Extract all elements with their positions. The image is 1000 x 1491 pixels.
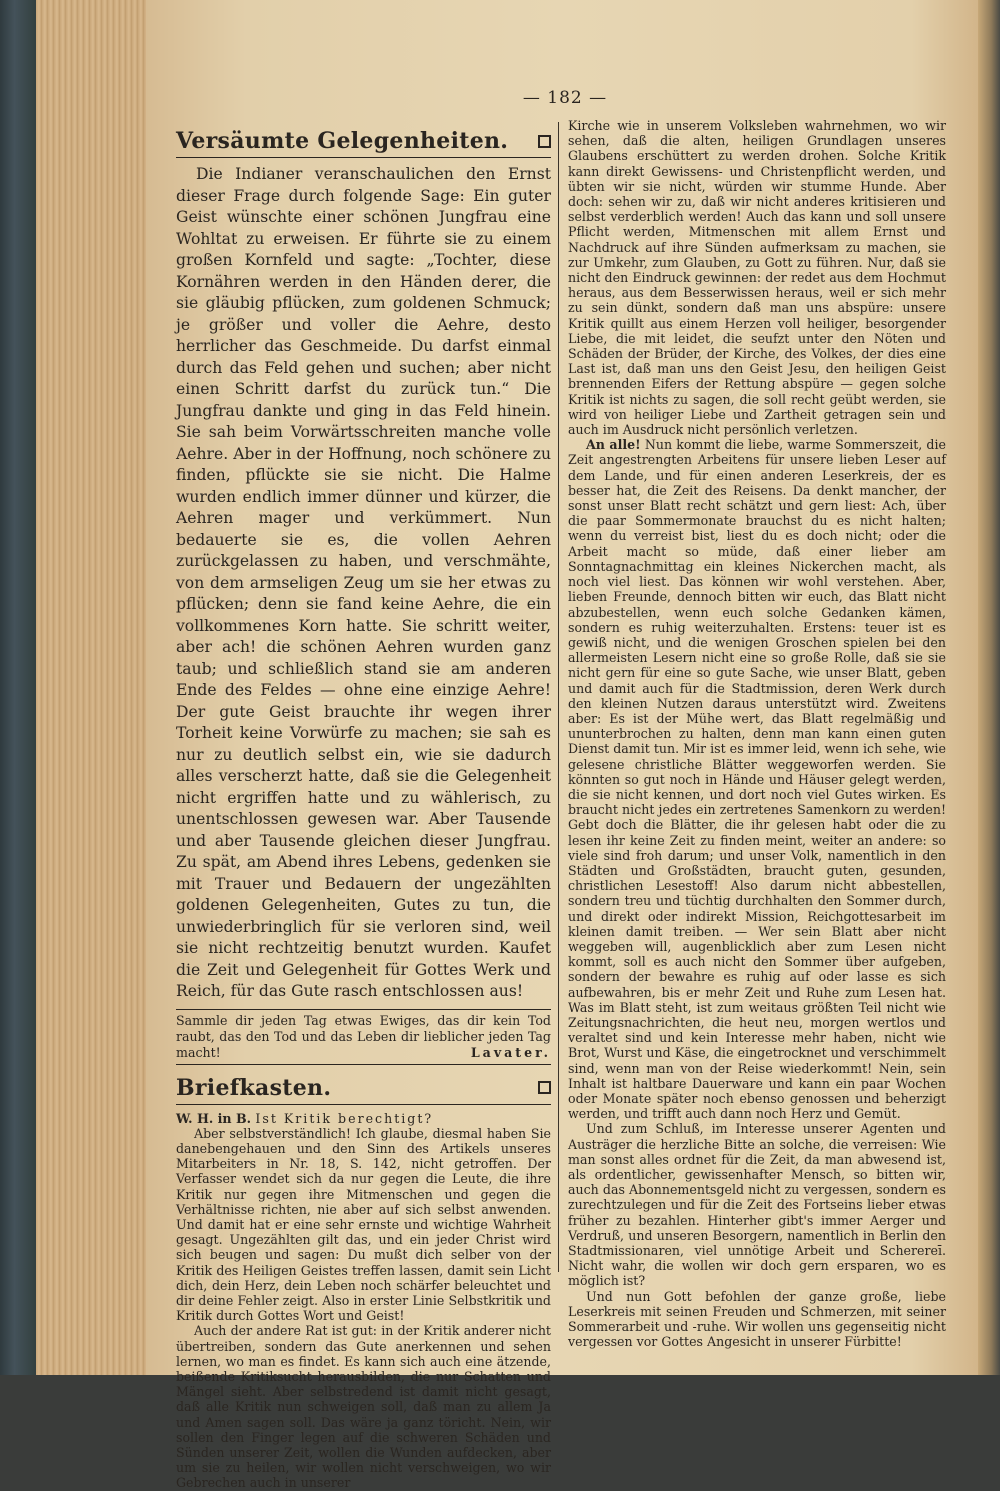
quote-text: Sammle dir jeden Tag etwas Ewiges, das dir kein Tod raubt, das den Tod und das Leben dir lieblicher jeden Tag macht! <box>176 1012 551 1060</box>
right-page-edge <box>978 0 1000 1375</box>
quote-box <box>176 1009 551 1065</box>
section-title: Briefkasten. <box>176 1074 332 1101</box>
page-number: — 182 — <box>522 88 608 108</box>
letter-heading <box>176 1111 551 1126</box>
section-header <box>176 128 551 158</box>
paragraph-text: Nun kommt die liebe, warme Sommerszeit, die Zeit angestrengten Arbeitens für unsere lieben Leser auf dem Lande, und für einen anderen Leserkreis, der es besser hat, die Zeit des Reisens. Da denkt mancher, der sonst unser Blatt recht schätzt und gern liest: Ach, über die paar Sommermonate brauchst du es nicht halten; wenn du verreist bist, liest du es doch nicht; oder die Arbeit macht so müde, daß einer lieber am Sonntagnachmittag ein kleines Nickerchen macht, als noch viel liest. Das können wir wohl verstehen. Aber, lieben Freunde, dennoch bitten wir euch, das Blatt nicht abzubestellen, wenn euch solche Gedanken kämen, sondern es ruhig weiterzuhalten. Erstens: teuer ist es gewiß nicht, und die wenigen Groschen spielen bei den allermeisten Lesern nicht eine so große Rolle, daß sie sie nicht gern für eine so gute Sache, wie unser Blatt, geben und damit auch für die Stadtmission, deren Werk durch den kleinen Nutzen daraus unterstützt wird. Zweitens aber: Es ist der Mühe wert, das Blatt regelmäßig und ununterbrochen zu halten, denn man kann einen guten Dienst damit tun. Mir ist es immer leid, wenn ich sehe, wie gelesene christliche Blätter weggeworfen werden. Sie könnten so gut noch in Hände und Häuser gelegt werden, die sie nicht kennen, und dort noch viel Gutes wirken. Es braucht nicht jedes ein zertretenes Samenkorn zu werden! Gebt doch die Blätter, die ihr gelesen habt oder die zu lesen ihr keine Zeit zu finden meint, weiter an andere: so viele sind froh darum; und unser Volk, namentlich in den Städten und Großstädten, braucht guten, gesunden, christlichen Lesestoff! Also darum nicht abbestellen, sondern treu und tüchtig durchhalten den Sommer durch, und direkt oder indirekt Mission, Reichgottesarbeit im kleinen damit treiben. — Wer sein Blatt aber nicht weggeben will, augenblicklich aber zum Lesen nicht kommt, soll es auch nicht den Sommer über aufgeben, sondern der bewahre es ruhig auf oder lasse es sich aufbewahren, bis er mehr Zeit und Ruhe zum Lesen hat. Was im Blatt steht, ist zum weitaus größten Teil nicht wie Zeitungsnachrichten, die heut neu, morgen wertlos und veraltet sind und kein Interesse mehr haben, nicht wie Brot, Wurst und Käse, die eingetrocknet und verschimmelt sind, wenn man von der Reise wiederkommt! Nein, sein Inhalt ist haltbare Dauerware und kann ein paar Wochen oder Monate später noch ebenso genossen und beherzigt werden, und trifft auch dann noch Herz und Gemüt. <box>568 437 946 1122</box>
right-column <box>568 118 946 1349</box>
square-ornament-icon <box>538 1081 551 1094</box>
letter-paragraph: Aber selbstverständlich! Ich glaube, diesmal haben Sie danebengehauen und den Sinn des Artikels unseres Mitarbeiters in Nr. 18, S. 142, nicht getroffen. Der Verfasser wendet sich da nur gegen die Leute, die ihre Kritik nur gegen ihre Mitmenschen und gegen die Verhältnisse richten, nie aber auf sich selbst anwenden. Und damit hat er eine sehr ernste und wichtige Wahrheit gesagt. Ungezählten gilt das, und ein jeder Christ wird sich beugen und sagen: Du mußt dich selber von der Kritik des Heiligen Geistes treffen lassen, damit sein Licht dich, dein Herz, dein Leben noch schärfer beleuchtet und dir deine Fehler zeigt. Also in erster Linie Selbstkritik und Kritik durch Gottes Wort und Geist! <box>176 1125 551 1324</box>
section-title: Versäumte Gelegenheiten. <box>176 128 509 154</box>
letter-question: Ist Kritik berechtigt? <box>255 1110 434 1126</box>
letter-paragraph <box>568 437 946 1121</box>
book-binding <box>0 0 36 1375</box>
letter-paragraph: Und nun Gott befohlen der ganze große, liebe Leserkreis mit seinen Freuden und Schmerzen, mit seiner Sommerarbeit und -ruhe. Wir wollen uns gegenseitig nicht vergessen vor Gottes Angesicht in unserer Fürbitte! <box>568 1288 946 1350</box>
article-text: Die Indianer veranschaulichen den Ernst dieser Frage durch folgende Sage: Ein guter Geist wünschte einer schönen Jungfrau eine Wohltat zu erweisen. Er führte sie zu einem großen Kornfeld und sagte: „Tochter, diese Kornähren werden in den Händen derer, die sie gläubig pflücken, zum goldenen Schmuck; je größer und voller die Aehre, desto herrlicher das Geschmeide. Du darfst einmal durch das Feld gehen und suchen; aber nicht einen Schritt darfst du zurück tun.“ Die Jungfrau dankte und ging in das Feld hinein. Sie sah beim Vorwärtsschreiten manche volle Aehre. Aber in der Hoffnung, noch schönere zu finden, pflückte sie sie nicht. Die Halme wurden endlich immer dünner und kürzer, die Aehren mager und verkümmert. Nun bedauerte sie es, die vollen Aehren zurückgelassen zu haben, und verschmähte, von dem armseligen Zeug um sie her etwas zu pflücken; denn sie fand keine Aehre, die ein vollkommenes Korn hatte. Sie schritt weiter, aber ach! die schönen Aehren wurden ganz taub; und schließlich stand sie am anderen Ende des Feldes — ohne eine einzige Aehre! Der gute Geist brauchte ihr wegen ihrer Torheit keine Vorwürfe zu machen; sie sah es nur zu deutlich selbst ein, wie sie dadurch alles verscherzt hatte, daß sie die Gelegenheit nicht ergriffen hatte und zu wählerisch, zu unentschlossen gewesen war. Aber Tausende und aber Tausende gleichen dieser Jungfrau. Zu spät, am Abend ihres Lebens, gedenken sie mit Trauer und Bedauern der ungezählten goldenen Gelegenheiten, Gutes zu tun, die unwiederbringlich für sie verloren sind, weil sie nicht rechtzeitig benutzt wurden. Kaufet die Zeit und Gelegenheit für Gottes Werk und Reich, für das Gute rasch entschlossen aus! <box>176 165 551 1000</box>
quote-author: Lavater. <box>470 1044 551 1060</box>
column-divider <box>558 122 559 1272</box>
letter-paragraph: Und zum Schluß, im Interesse unserer Agenten und Austräger die herzliche Bitte an solche, die verreisen: Wie man sonst alles ordnet für die Zeit, da man abwesend ist, als ordentlicher, gewissenhafter Mensch, so bitten wir, auch das Abonnementsgeld nicht zu vergessen, sondern es zurechtzulegen und für die Zeit des Fortseins lieber etwas früher zu bezahlen. Hinterher gibt's immer Aerger und Verdruß, und unseren Besorgern, namentlich in Berlin den Stadtmissionaren, viel unnötige Arbeit und Scherereī. Nicht wahr, die wollen wir doch gern ersparen, wo es möglich ist? <box>568 1121 946 1289</box>
page-edges <box>36 0 146 1375</box>
left-column <box>176 128 551 1491</box>
book-page <box>146 0 978 1491</box>
square-ornament-icon <box>538 135 551 148</box>
paragraph-lead: An alle! <box>586 437 641 453</box>
letter-paragraph: Kirche wie in unserem Volksleben wahrnehmen, wo wir sehen, daß die alten, heiligen Grundlagen unseres Glaubens erschüttert zu werden drohen. Solche Kritik kann direkt Gewissens- und Christenpflicht werden, und übten wir sie nicht, würden wir stumme Hunde. Aber doch: sehen wir zu, daß wir nicht anderes kritisieren und selbst verderblich werden! Auch das kann und soll unsere Pflicht werden, Mitmenschen mit allem Ernst und Nachdruck auf ihre Sünden aufmerksam zu machen, sie zur Umkehr, zum Glauben, zu Gott zu führen. Nur, daß sie nicht den Eindruck gewinnen: der redet aus dem Hochmut heraus, aus dem Besserwissen heraus, weil er sich mehr zu sein dünkt, sondern daß man uns abspüre: unsere Kritik quillt aus einem Herzen voll heiliger, besorgender Liebe, die mit leidet, die seufzt unter den Nöten und Schäden der Brüder, der Kirche, des Volkes, der dies eine Last ist, daß man uns den Geist Jesu, den heiligen Geist brennenden Eifers der Rettung abspüre — gegen solche Kritik ist nichts zu sagen, die soll recht geübt werden, sie wird von heiliger Liebe und Zartheit getragen sein und auch im Ausdruck nicht persönlich verletzen. <box>568 118 946 438</box>
letter-paragraph: Auch der andere Rat ist gut: in der Kritik anderer nicht übertreiben, sondern das Gute anerkennen und sehen lernen, wo man es findet. Es kann sich auch eine ätzende, beißende Kritiksucht herausbilden, die nur Schatten und Mängel sieht. Aber selbstredend ist damit nicht gesagt, daß alle Kritik nun schweigen soll, daß man zu allem Ja und Amen sagen soll. Das wäre ja ganz töricht. Nein, wir sollen den Finger legen auf die schweren Schäden und Sünden unserer Zeit, wollen die Wunden aufdecken, aber um sie zu heilen, wir wollen nicht verschweigen, wo wir Gebrechen auch in unserer <box>176 1323 551 1491</box>
section-header <box>176 1075 551 1105</box>
letter-recipient: W. H. in B. <box>176 1110 251 1126</box>
